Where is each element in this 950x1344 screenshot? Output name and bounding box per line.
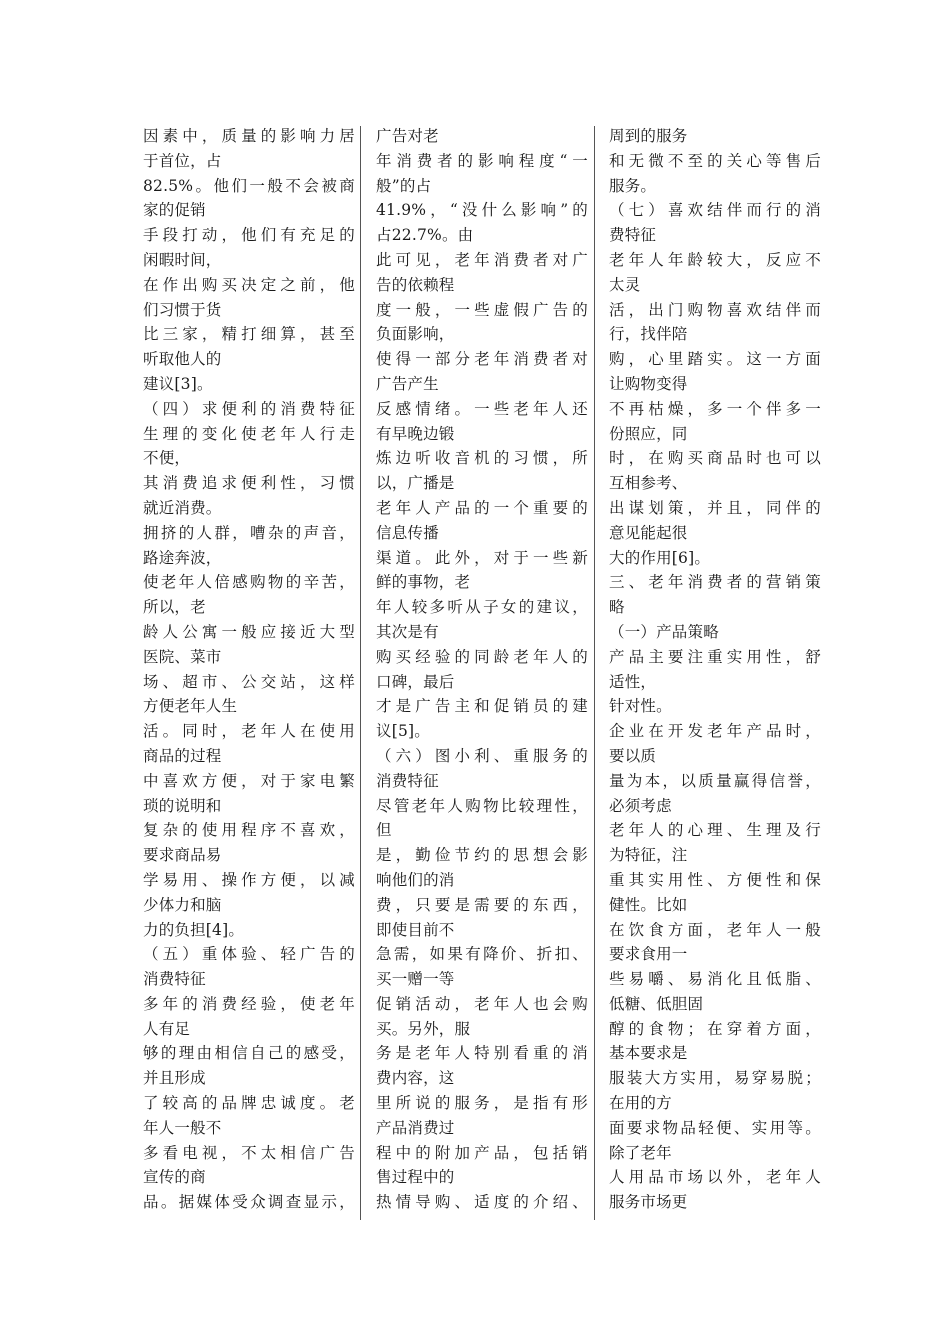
text-line: 此可见，老年消费者对广 bbox=[376, 250, 588, 269]
text-line: 服务市场更 bbox=[609, 1193, 688, 1212]
text-line: 中喜欢方便，对于家电繁 bbox=[143, 771, 355, 790]
text-line: 低糖、低胆固 bbox=[609, 994, 704, 1013]
text-line: 重其实用性、方便性和保 bbox=[609, 870, 821, 889]
text-line: 老年人的心理、生理及行 bbox=[609, 821, 821, 840]
text-line: 人用品市场以外，老年人 bbox=[609, 1168, 821, 1187]
text-column-2 bbox=[376, 124, 588, 1215]
text-line: 听取他人的 bbox=[143, 350, 222, 369]
text-line: 闲暇时间， bbox=[143, 250, 222, 269]
text-column-1 bbox=[143, 124, 355, 1215]
text-line: 健性。比如 bbox=[609, 895, 688, 914]
text-line: 面要求物品轻便、实用等。 bbox=[609, 1118, 821, 1137]
text-line: 要求商品易 bbox=[143, 846, 222, 865]
text-line: 就近消费。 bbox=[143, 498, 222, 517]
text-line: 除了老年 bbox=[609, 1143, 672, 1162]
text-line: 生理的变化使老年人行走 bbox=[143, 424, 355, 443]
text-line: 消费特征 bbox=[376, 771, 439, 790]
text-line: 所以，老 bbox=[143, 598, 206, 617]
text-line: 费，只要是需要的东西， bbox=[376, 895, 588, 914]
text-line: 般”的占 bbox=[376, 176, 432, 195]
text-line: 和无微不至的关心等售后 bbox=[609, 151, 821, 170]
column-divider-1 bbox=[360, 126, 361, 1220]
text-line: 购，心里踏实。这一方面 bbox=[609, 350, 821, 369]
text-line: （六）图小利、重服务的 bbox=[376, 746, 588, 765]
text-line: 度一般，一些虚假广告的 bbox=[376, 300, 588, 319]
text-line: 务是老年人特别看重的消 bbox=[376, 1044, 588, 1063]
text-line: 年消费者的影响程度“一 bbox=[376, 151, 588, 170]
text-line: 略 bbox=[609, 598, 625, 617]
text-line: 复杂的使用程序不喜欢， bbox=[143, 821, 355, 840]
text-line: 让购物变得 bbox=[609, 374, 688, 393]
text-line: 占22.7%。由 bbox=[376, 226, 474, 245]
text-line: 醇的食物；在穿着方面， bbox=[609, 1019, 821, 1038]
text-line: 行，找伴陪 bbox=[609, 325, 688, 344]
text-line: 服务。 bbox=[609, 176, 657, 195]
text-line: （七）喜欢结伴而行的消 bbox=[609, 201, 821, 220]
text-line: 是，勤俭节约的思想会影 bbox=[376, 846, 588, 865]
text-line: 告的依赖程 bbox=[376, 275, 455, 294]
text-line: 议[5]。 bbox=[376, 722, 430, 741]
text-line: 服装大方实用，易穿易脱； bbox=[609, 1069, 821, 1088]
text-line: 使得一部分老年消费者对 bbox=[376, 350, 588, 369]
text-line: 其次是有 bbox=[376, 622, 439, 641]
text-line: 医院、菜市 bbox=[143, 647, 222, 666]
text-line: 多看电视，不太相信广告 bbox=[143, 1143, 355, 1162]
text-line: 琐的说明和 bbox=[143, 796, 222, 815]
text-line: 使老年人倍感购物的辛苦， bbox=[143, 573, 355, 592]
text-line: 们习惯于货 bbox=[143, 300, 222, 319]
text-line: 老年人年龄较大，反应不 bbox=[609, 250, 821, 269]
text-line: （四）求便利的消费特征 bbox=[143, 399, 355, 418]
text-line: 针对性。 bbox=[609, 697, 672, 716]
text-line: 41.9%，“没什么影响”的 bbox=[376, 201, 588, 220]
text-line: 广告产生 bbox=[376, 374, 439, 393]
text-line: 其消费追求便利性，习惯 bbox=[143, 474, 355, 493]
column-divider-2 bbox=[594, 126, 595, 1220]
text-line: 炼边听收音机的习惯，所 bbox=[376, 449, 588, 468]
text-line: 要以质 bbox=[609, 746, 657, 765]
text-line: 鲜的事物，老 bbox=[376, 573, 471, 592]
text-line: 学易用、操作方便，以减 bbox=[143, 870, 355, 889]
text-line: 于首位，占 bbox=[143, 151, 222, 170]
text-line: 费特征 bbox=[609, 226, 657, 245]
text-line: 意见能起很 bbox=[609, 523, 688, 542]
text-line: 负面影响， bbox=[376, 325, 455, 344]
text-line: 出谋划策，并且，同伴的 bbox=[609, 498, 821, 517]
text-line: 拥挤的人群，嘈杂的声音， bbox=[143, 523, 355, 542]
text-line: 活，出门购物喜欢结伴而 bbox=[609, 300, 821, 319]
text-line: （五）重体验、轻广告的 bbox=[143, 945, 355, 964]
text-line: 尽管老年人购物比较理性， bbox=[376, 796, 588, 815]
text-line: 了较高的品牌忠诚度。老 bbox=[143, 1094, 355, 1113]
text-line: 不便， bbox=[143, 449, 191, 468]
text-line: 适性， bbox=[609, 672, 657, 691]
text-line: 售过程中的 bbox=[376, 1168, 455, 1187]
text-line: 份照应，同 bbox=[609, 424, 688, 443]
text-line: 产品主要注重实用性，舒 bbox=[609, 647, 821, 666]
text-line: 促销活动，老年人也会购 bbox=[376, 994, 588, 1013]
text-line: 在用的方 bbox=[609, 1094, 672, 1113]
text-line: 因素中，质量的影响力居 bbox=[143, 127, 355, 145]
text-line: 程中的附加产品，包括销 bbox=[376, 1143, 588, 1162]
text-line: 比三家，精打细算，甚至 bbox=[143, 325, 355, 344]
text-line: 周到的服务 bbox=[609, 127, 688, 145]
text-line: 量为本，以质量赢得信誉， bbox=[609, 771, 821, 790]
text-line: 三、老年消费者的营销策 bbox=[609, 573, 821, 592]
text-line: 并且形成 bbox=[143, 1069, 206, 1088]
text-line: 费内容，这 bbox=[376, 1069, 455, 1088]
text-line: 反感情绪。一些老年人还 bbox=[376, 399, 588, 418]
text-line: 基本要求是 bbox=[609, 1044, 688, 1063]
text-line: 活。同时，老年人在使用 bbox=[143, 722, 355, 741]
text-line: 为特征，注 bbox=[609, 846, 688, 865]
text-line: 急需，如果有降价、折扣、 bbox=[376, 945, 588, 964]
text-line: 企业在开发老年产品时， bbox=[609, 722, 821, 741]
text-line: 买一赠一等 bbox=[376, 970, 455, 989]
text-line: 宣传的商 bbox=[143, 1168, 206, 1187]
text-line: 必须考虑 bbox=[609, 796, 672, 815]
text-line: 建议[3]。 bbox=[143, 374, 213, 393]
text-line: 渠道。此外，对于一些新 bbox=[376, 548, 588, 567]
text-line: 老年人产品的一个重要的 bbox=[376, 498, 588, 517]
text-line: 些易嚼、易消化且低脂、 bbox=[609, 970, 821, 989]
text-line: 力的负担[4]。 bbox=[143, 920, 245, 939]
text-line: 里所说的服务，是指有形 bbox=[376, 1094, 588, 1113]
text-line: 以，广播是 bbox=[376, 474, 455, 493]
text-line: 少体力和脑 bbox=[143, 895, 222, 914]
text-line: 才是广告主和促销员的建 bbox=[376, 697, 588, 716]
text-line: 手段打动，他们有充足的 bbox=[143, 226, 355, 245]
text-line: 太灵 bbox=[609, 275, 641, 294]
text-line: 品。据媒体受众调查显示， bbox=[143, 1193, 355, 1212]
text-line: 口碑，最后 bbox=[376, 672, 455, 691]
text-line: 但 bbox=[376, 821, 392, 840]
text-line: 响他们的消 bbox=[376, 870, 455, 889]
text-line: 年人较多听从子女的建议， bbox=[376, 598, 588, 617]
text-line: 家的促销 bbox=[143, 201, 206, 220]
text-line: 够的理由相信自己的感受， bbox=[143, 1044, 355, 1063]
text-line: 年人一般不 bbox=[143, 1118, 222, 1137]
text-line: 龄人公寓一般应接近大型 bbox=[143, 622, 355, 641]
text-line: 在饮食方面，老年人一般 bbox=[609, 920, 821, 939]
text-column-3 bbox=[609, 124, 821, 1215]
text-line: 互相参考、 bbox=[609, 474, 688, 493]
text-line: 人有足 bbox=[143, 1019, 191, 1038]
text-line: 时，在购买商品时也可以 bbox=[609, 449, 821, 468]
text-line: 要求食用一 bbox=[609, 945, 688, 964]
text-line: 多年的消费经验，使老年 bbox=[143, 994, 355, 1013]
text-line: 产品消费过 bbox=[376, 1118, 455, 1137]
text-line: 即使目前不 bbox=[376, 920, 455, 939]
text-line: 方便老年人生 bbox=[143, 697, 238, 716]
text-line: 买。另外，服 bbox=[376, 1019, 471, 1038]
text-line: （一）产品策略 bbox=[609, 622, 719, 641]
text-line: 消费特征 bbox=[143, 970, 206, 989]
text-line: 在作出购买决定之前，他 bbox=[143, 275, 355, 294]
text-line: 不再枯燥，多一个伴多一 bbox=[609, 399, 821, 418]
text-line: 大的作用[6]。 bbox=[609, 548, 711, 567]
text-line: 有早晚边锻 bbox=[376, 424, 455, 443]
text-line: 热情导购、适度的介绍、 bbox=[376, 1193, 588, 1212]
text-line: 商品的过程 bbox=[143, 746, 222, 765]
text-line: 场、超市、公交站，这样 bbox=[143, 672, 355, 691]
text-line: 广告对老 bbox=[376, 127, 439, 145]
text-line: 购买经验的同龄老年人的 bbox=[376, 647, 588, 666]
text-line: 82.5%。他们一般不会被商 bbox=[143, 176, 355, 195]
text-line: 信息传播 bbox=[376, 523, 439, 542]
text-line: 路途奔波， bbox=[143, 548, 222, 567]
